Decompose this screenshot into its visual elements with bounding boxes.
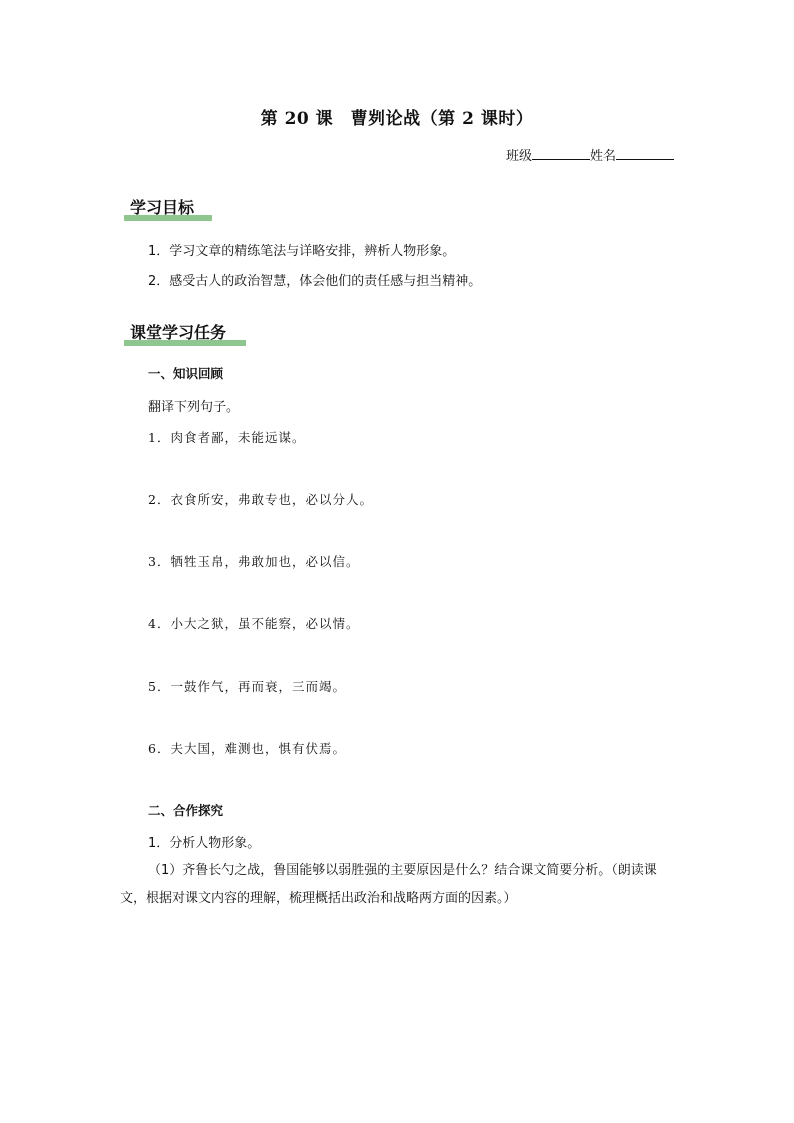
explore-question: （1）齐鲁长勺之战，鲁国能够以弱胜强的主要原因是什么？结合课文简要分析。（朗读课文，根据对课文内容的理解，梳理概括出政治和战略两方面的因素。） — [120, 863, 657, 906]
translation-sentence: 5．一鼓作气，再而衰，三而竭。 — [148, 679, 346, 694]
explore-item: 1．分析人物形象。 — [148, 836, 261, 851]
student-info-line — [506, 145, 674, 164]
translation-sentence: 4．小大之狱，虽不能察，必以情。 — [148, 616, 360, 631]
translation-sentence: 1．肉食者鄙，未能远谋。 — [148, 430, 306, 445]
objectives-heading-text: 学习目标 — [130, 198, 195, 217]
translation-sentence: 2．衣食所安，弗敢专也，必以分人。 — [148, 492, 373, 507]
translation-sentence: 3．牺牲玉帛，弗敢加也，必以信。 — [148, 554, 360, 569]
review-heading: 一、知识回顾 — [148, 366, 224, 381]
objective-item: 1．学习文章的精练笔法与详略安排，辨析人物形象。 — [148, 244, 456, 259]
name-label: 姓名 — [589, 149, 616, 164]
tasks-heading — [124, 320, 226, 343]
page-title: 第 20 课 曹刿论战（第 2 课时） — [260, 109, 534, 129]
explore-heading: 二、合作探究 — [148, 803, 224, 818]
tasks-heading-text: 课堂学习任务 — [130, 323, 227, 342]
translation-sentence: 6．夫大国，难测也，惧有伏焉。 — [148, 741, 346, 756]
class-blank[interactable] — [532, 146, 590, 160]
objectives-heading — [124, 195, 194, 218]
class-label: 班级 — [505, 149, 532, 164]
name-blank[interactable] — [616, 146, 674, 160]
objective-item: 2．感受古人的政治智慧，体会他们的责任感与担当精神。 — [148, 274, 482, 289]
review-instruction: 翻译下列句子。 — [148, 400, 240, 415]
